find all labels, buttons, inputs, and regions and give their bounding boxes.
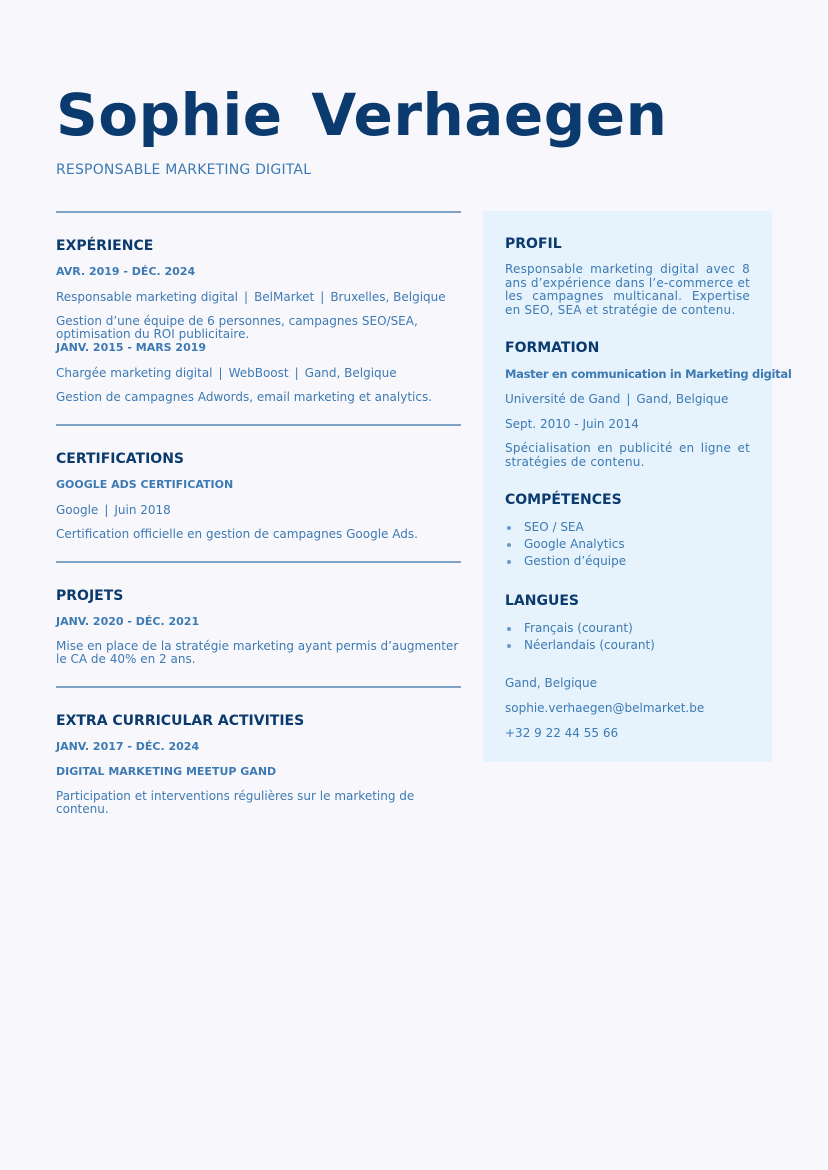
- experience-description: Gestion de campagnes Adwords, email marketing et analytics.: [56, 390, 433, 404]
- languages-list: [505, 620, 750, 654]
- language-item: Français (courant): [505, 620, 750, 637]
- education-degree: Master en communication in Marketing digital: [505, 367, 792, 381]
- education-section: [505, 339, 792, 469]
- activity-description: Participation et interventions régulières sur le marketing de contenu.: [56, 789, 415, 816]
- skill-item: SEO / SEA: [505, 519, 750, 536]
- experience-role: Responsable marketing digital: [56, 290, 239, 304]
- experience-location: Gand, Belgique: [304, 366, 397, 380]
- experience-company: WebBoost: [228, 366, 289, 380]
- skills-list: [505, 519, 750, 570]
- separator: |: [626, 392, 631, 406]
- education-school: Université de Gand: [505, 392, 621, 406]
- separator: |: [320, 290, 325, 304]
- experience-item: [56, 341, 461, 404]
- certifications-section: [56, 426, 461, 561]
- languages-section: [505, 592, 750, 654]
- project-dates: JANV. 2020 - DÉC. 2021: [56, 615, 200, 628]
- experience-item: [56, 265, 461, 341]
- experience-position: [56, 366, 461, 380]
- separator: |: [294, 366, 299, 380]
- skills-heading: COMPÉTENCES: [505, 492, 622, 508]
- projects-section: [56, 563, 461, 686]
- extra-heading: EXTRA CURRICULAR ACTIVITIES: [56, 713, 305, 729]
- main-column: [56, 211, 461, 836]
- education-description: Spécialisation en publicité en ligne et stratégies de contenu.: [505, 441, 750, 469]
- job-title: RESPONSABLE MARKETING DIGITAL: [56, 162, 312, 178]
- language-item: Néerlandais (courant): [505, 637, 750, 654]
- education-school-line: [505, 392, 750, 406]
- education-heading: FORMATION: [505, 340, 600, 356]
- activity-dates: JANV. 2017 - DÉC. 2024: [56, 740, 200, 753]
- certification-date: Juin 2018: [114, 503, 171, 517]
- contact-location: Gand, Belgique: [505, 676, 598, 690]
- experience-description: Gestion d’une équipe de 6 personnes, campagnes SEO/SEA, optimisation du ROI publicitaire.: [56, 314, 418, 341]
- skill-item: Google Analytics: [505, 536, 750, 553]
- certifications-heading: CERTIFICATIONS: [56, 451, 185, 467]
- profile-text: Responsable marketing digital avec 8 ans d’expérience dans l’e-commerce et les campagnes multicanal. Expertise en SEO, SEA et stratégie de contenu.: [505, 262, 750, 317]
- experience-position: [56, 290, 461, 304]
- languages-heading: LANGUES: [505, 593, 579, 609]
- experience-role: Chargée marketing digital: [56, 366, 213, 380]
- projects-heading: PROJETS: [56, 588, 124, 604]
- candidate-name: Sophie Verhaegen: [56, 81, 668, 149]
- separator: |: [104, 503, 109, 517]
- skill-item: Gestion d’équipe: [505, 553, 750, 570]
- certification-name: GOOGLE ADS CERTIFICATION: [56, 478, 234, 491]
- certification-issuer: Google: [56, 503, 99, 517]
- contact-email[interactable]: sophie.verhaegen@belmarket.be: [505, 701, 705, 715]
- separator: |: [244, 290, 249, 304]
- contact-phone[interactable]: +32 9 22 44 55 66: [505, 726, 619, 740]
- education-location: Gand, Belgique: [636, 392, 729, 406]
- experience-location: Bruxelles, Belgique: [330, 290, 446, 304]
- experience-dates: JANV. 2015 - MARS 2019: [56, 341, 207, 354]
- certification-description: Certification officielle en gestion de campagnes Google Ads.: [56, 527, 418, 541]
- profile-heading: PROFIL: [505, 236, 562, 252]
- profile-section: [505, 235, 750, 317]
- separator: |: [218, 366, 223, 380]
- education-dates: Sept. 2010 - Juin 2014: [505, 417, 639, 431]
- contact-block: [505, 676, 750, 740]
- activity-name: DIGITAL MARKETING MEETUP GAND: [56, 765, 277, 778]
- sidebar: [483, 211, 792, 762]
- experience-section: [56, 213, 461, 424]
- skills-section: [505, 491, 750, 570]
- experience-dates: AVR. 2019 - DÉC. 2024: [56, 265, 196, 278]
- experience-heading: EXPÉRIENCE: [56, 238, 154, 254]
- project-description: Mise en place de la stratégie marketing ayant permis d’augmenter le CA de 40% en 2 ans.: [56, 639, 459, 666]
- extra-section: [56, 688, 461, 836]
- experience-company: BelMarket: [254, 290, 315, 304]
- certification-meta: [56, 503, 461, 517]
